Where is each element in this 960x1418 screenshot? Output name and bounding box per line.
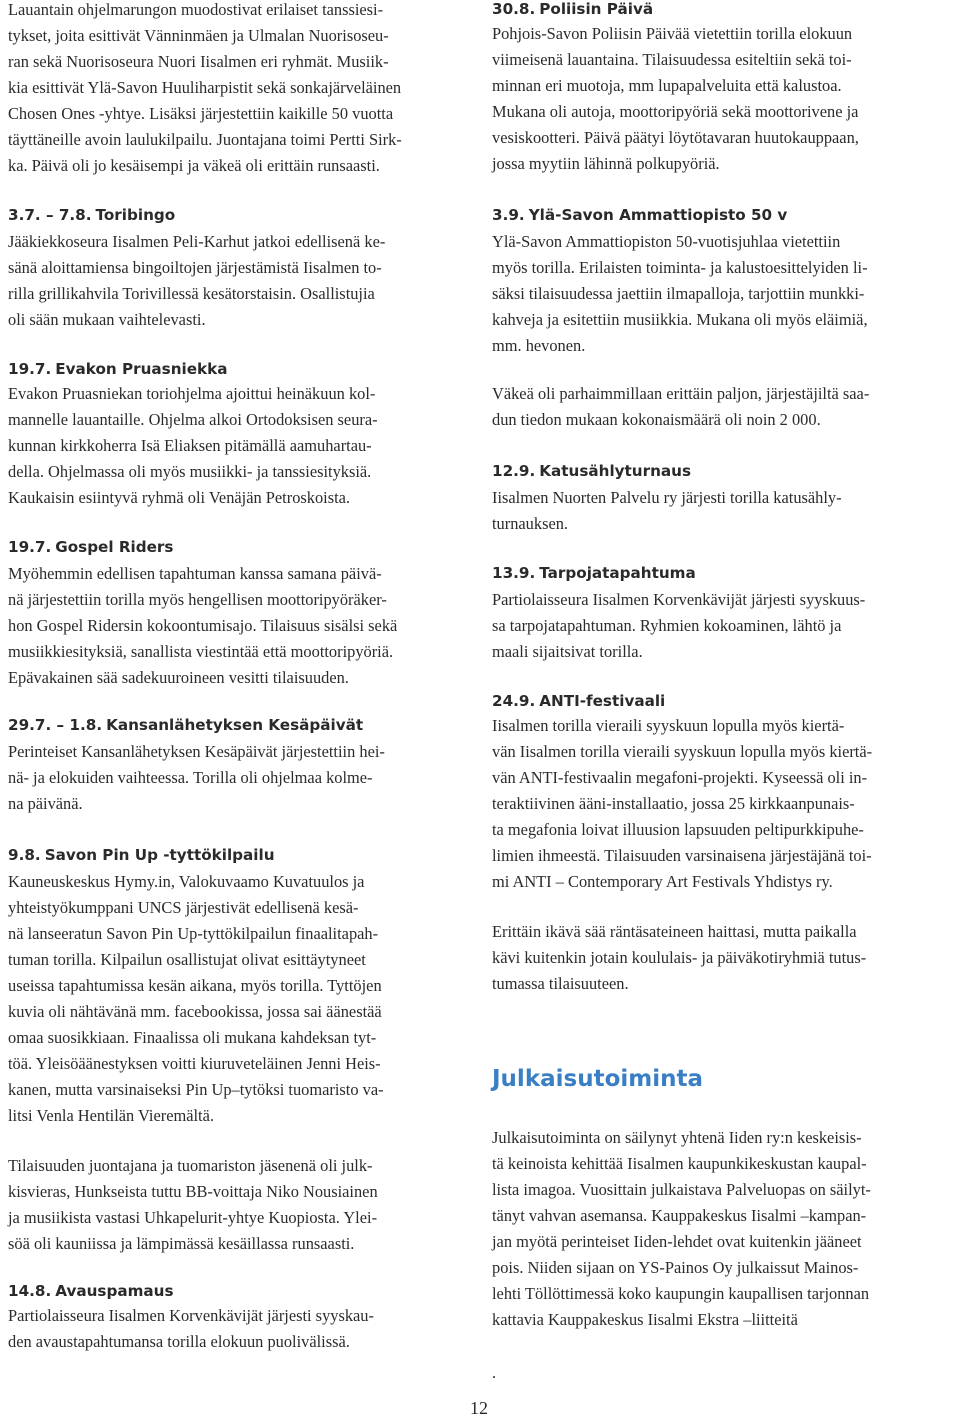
section-title: Kansanlähetyksen Kesäpäivät bbox=[106, 716, 364, 734]
body-line: myös torilla. Erilaisten toiminta- ja kalustoesittelyiden li- bbox=[492, 258, 868, 277]
section-date: 19.7. bbox=[8, 360, 52, 378]
body-line: lehti Töllöttimessä koko kaupungin kaupallisen tarjonnan bbox=[492, 1284, 870, 1303]
body-line: Epävakainen sää sadekuuroineen vesitti tilaisuuden. bbox=[8, 668, 349, 687]
section-date: 19.7. bbox=[8, 538, 52, 556]
body-line: tuman torilla. Kilpailun osallistujat olivat esittäytyneet bbox=[8, 950, 366, 969]
body-line: litsi Venla Hentilän Vieremältä. bbox=[8, 1106, 214, 1125]
body-line: sänä aloittamiensa bingoiltojen järjestämistä Iisalmen to- bbox=[8, 258, 382, 277]
section-title: Avauspamaus bbox=[55, 1282, 174, 1300]
body-line: kisvieras, Hunkseista tuttu BB-voittaja Niko Nousiainen bbox=[8, 1182, 378, 1201]
body-line: Ylä-Savon Ammattiopiston 50-vuotisjuhlaa vietettiin bbox=[492, 232, 841, 251]
body-line: Kauneuskeskus Hymy.in, Valokuvaamo Kuvatuulos ja bbox=[8, 872, 365, 891]
section-title: Poliisin Päivä bbox=[539, 0, 654, 18]
body-line: jossa myytiin lähinnä polkupyöriä. bbox=[492, 154, 720, 173]
body-line: säksi tilaisuudessa jaettiin ilmapalloja, tarjottiin munkki- bbox=[492, 284, 865, 303]
body-line: Julkaisutoiminta on säilynyt yhtenä Iiden ry:n keskeisis- bbox=[492, 1128, 862, 1147]
body-line: limien ihmeestä. Tilaisuuden varsinaisena järjestäjänä toi- bbox=[492, 846, 872, 865]
intro-line: tykset, joita esittivät Vänninmäen ja Ulmalan Nuorisoseu- bbox=[8, 26, 389, 45]
section-date: 3.7. – 7.8. bbox=[8, 206, 92, 224]
intro-line: kia esittivät Ylä-Savon Huuliharpistit sekä sonkajärveläinen bbox=[8, 78, 402, 97]
body-line: turnauksen. bbox=[492, 514, 569, 533]
body-line: Iisalmen torilla vieraili syyskuun lopulla myös kiertä- bbox=[492, 716, 845, 735]
body-line: dun tiedon mukaan kokonaismäärä oli noin 2 000. bbox=[492, 410, 821, 429]
body-line: kunnan kirkkoherra Isä Eliaksen pitämällä aamuhartau- bbox=[8, 436, 372, 455]
body-line: lista imagoa. Vuosittain julkaistava Palveluopas on säilyt- bbox=[492, 1180, 871, 1199]
body-line: ta megafonia loivat illuusion lapsuuden peltipurkkipuhe- bbox=[492, 820, 864, 839]
section-date: 3.9. bbox=[492, 206, 525, 224]
body-line: kanen, mutta varsinaiseksi Pin Up–tytöksi tuomaristo va- bbox=[8, 1080, 384, 1099]
section-heading bbox=[8, 203, 175, 227]
body-line: jan myötä perinteiset Iiden-lehdet ovat kuitenkin jääneet bbox=[492, 1232, 862, 1251]
section-heading bbox=[492, 459, 691, 483]
intro-line: Lauantain ohjelmarungon muodostivat erilaiset tanssiesi- bbox=[8, 0, 384, 19]
body-line: rilla grillikahvila Torivillessä kesätorstaisin. Osallistujia bbox=[8, 284, 375, 303]
body-line: Evakon Pruasniekan toriohjelma ajoittui heinäkuun kol- bbox=[8, 384, 376, 403]
body-line: Mukana oli autoja, moottoripyöriä sekä moottorivene ja bbox=[492, 102, 859, 121]
section-title: Katusählyturnaus bbox=[539, 462, 692, 480]
intro-line: Chosen Ones -yhtye. Lisäksi järjestettiin kaikille 50 vuotta bbox=[8, 104, 394, 123]
body-line: tänyt vahvan asemansa. Kauppakeskus Iisalmi –kampan- bbox=[492, 1206, 867, 1225]
section-date: 29.7. – 1.8. bbox=[8, 716, 103, 734]
body-line: vän Iisalmen torilla vieraili syyskuun lopulla myös kiertä- bbox=[492, 742, 873, 761]
body-line: tä keinoista kehittää Iisalmen kaupunkikeskustan kaupal- bbox=[492, 1154, 867, 1173]
section-title: Savon Pin Up -tyttökilpailu bbox=[44, 846, 275, 864]
body-line: maali sijaitsivat torilla. bbox=[492, 642, 643, 661]
body-line: kattavia Kauppakeskus Iisalmi Ekstra –liitteitä bbox=[492, 1310, 798, 1329]
body-line: Kaukaisin esiintyvä ryhmä oli Venäjän Petroskoista. bbox=[8, 488, 351, 507]
body-line: mannelle lauantaille. Ohjelma alkoi Ortodoksisen seura- bbox=[8, 410, 378, 429]
body-line: kuvia oli nähtävänä mm. facebookissa, jossa sai äänestää bbox=[8, 1002, 382, 1021]
intro-line: täyttäneille avoin laulukilpailu. Juontajana toimi Pertti Sirk- bbox=[8, 130, 402, 149]
section-heading bbox=[492, 561, 696, 585]
section-title: Gospel Riders bbox=[55, 538, 174, 556]
body-line: nä- ja elokuiden vaihteessa. Torilla oli ohjelmaa kolme- bbox=[8, 768, 373, 787]
body-line: töä. Yleisöäänestyksen voitti kiuruveteläinen Jenni Heis- bbox=[8, 1054, 381, 1073]
body-line: Erittäin ikävä sää räntäsateineen haittasi, mutta paikalla bbox=[492, 922, 857, 941]
section-title: Ylä-Savon Ammattiopisto 50 v bbox=[528, 206, 788, 224]
intro-line: ka. Päivä oli jo kesäisempi ja väkeä oli erittäin runsaasti. bbox=[8, 156, 380, 175]
body-line: Iisalmen Nuorten Palvelu ry järjesti torilla katusähly- bbox=[492, 488, 842, 507]
body-line: ja musiikista vastasi Uhkapelurit-yhtye Kuopiosta. Ylei- bbox=[8, 1208, 378, 1227]
section-title: Evakon Pruasniekka bbox=[55, 360, 228, 378]
body-line: Myöhemmin edellisen tapahtuman kanssa samana päivä- bbox=[8, 564, 382, 583]
section-heading bbox=[8, 1279, 174, 1303]
body-line: nä lanseeratun Savon Pin Up-tyttökilpailun finaalitapah- bbox=[8, 924, 379, 943]
body-line: den avaustapahtumansa torilla elokuun puolivälissä. bbox=[8, 1332, 350, 1351]
section-heading bbox=[8, 843, 275, 867]
body-line: yhteistyökumppani UNCS järjestivät edellisenä kesä- bbox=[8, 898, 359, 917]
body-line: Partiolaisseura Iisalmen Korvenkävijät järjesti syyskuus- bbox=[492, 590, 866, 609]
body-line: na päivänä. bbox=[8, 794, 83, 813]
intro-line: ran sekä Nuorisoseura Nuori Iisalmen eri ryhmät. Musiik- bbox=[8, 52, 389, 71]
page-number: 12 bbox=[470, 1398, 488, 1418]
body-line: söä oli kauniissa ja lämpimässä kesäillassa runsaasti. bbox=[8, 1234, 355, 1253]
body-line: minnan eri muotoja, mm lupapalveluita että kalustoa. bbox=[492, 76, 842, 95]
body-line: vesiskootteri. Päivä päätyi löytötavaran huutokauppaan, bbox=[492, 128, 859, 147]
body-line: kävi kuitenkin jotain koululais- ja päiväkotiryhmiä tutus- bbox=[492, 948, 867, 967]
body-line: Tilaisuuden juontajana ja tuomariston jäsenenä oli julk- bbox=[8, 1156, 373, 1175]
body-line: hon Gospel Ridersin kokoontumisajo. Tilaisuus sisälsi sekä bbox=[8, 616, 398, 635]
section-title: ANTI-festivaali bbox=[539, 692, 666, 710]
section-date: 9.8. bbox=[8, 846, 41, 864]
body-line: vän ANTI-festivaalin megafoni-projekti. Kyseessä oli in- bbox=[492, 768, 868, 787]
section-title: Tarpojatapahtuma bbox=[539, 564, 696, 582]
body-line: viimeisenä lauantaina. Tilaisuudessa esiteltiin sekä toi- bbox=[492, 50, 852, 69]
section-date: 30.8. bbox=[492, 0, 536, 18]
body-line: useissa tapahtumissa kesän aikana, myös torilla. Tyttöjen bbox=[8, 976, 382, 995]
trailing-dot: . bbox=[492, 1363, 497, 1382]
section-heading bbox=[8, 713, 363, 737]
section-heading bbox=[492, 203, 787, 227]
section-heading bbox=[8, 357, 228, 381]
section-title: Toribingo bbox=[95, 206, 176, 224]
section-date: 24.9. bbox=[492, 692, 536, 710]
body-line: oli sään mukaan vaihtelevasti. bbox=[8, 310, 206, 329]
body-line: nä järjestettiin torilla myös hengellisen moottoripyöräker- bbox=[8, 590, 387, 609]
section-date: 13.9. bbox=[492, 564, 536, 582]
body-line: Perinteiset Kansanlähetyksen Kesäpäivät järjestettiin hei- bbox=[8, 742, 385, 761]
section-heading bbox=[492, 689, 665, 713]
body-line: kahveja ja esitettiin musiikkia. Mukana oli myös eläimiä, bbox=[492, 310, 868, 329]
body-line: mm. hevonen. bbox=[492, 336, 586, 355]
section-date: 14.8. bbox=[8, 1282, 52, 1300]
section-main-title: Julkaisutoiminta bbox=[492, 1066, 703, 1092]
body-line: tumassa tilaisuuteen. bbox=[492, 974, 629, 993]
section-date: 12.9. bbox=[492, 462, 536, 480]
body-line: teraktiivinen ääni-installaatio, jossa 25 kirkkaanpunais- bbox=[492, 794, 855, 813]
body-line: della. Ohjelmassa oli myös musiikki- ja tanssiesityksiä. bbox=[8, 462, 372, 481]
body-line: Pohjois-Savon Poliisin Päivää vietettiin torilla elokuun bbox=[492, 24, 853, 43]
body-line: pois. Niiden sijaan on YS-Painos Oy julkaissut Mainos- bbox=[492, 1258, 859, 1277]
section-heading bbox=[8, 535, 173, 559]
body-line: Partiolaisseura Iisalmen Korvenkävijät järjesti syyskau- bbox=[8, 1306, 374, 1325]
body-line: sa tarpojatapahtuman. Ryhmien kokoaminen, lähtö ja bbox=[492, 616, 842, 635]
section-heading bbox=[492, 0, 653, 21]
body-line: omaa suosikkiaan. Finaalissa oli mukana kahdeksan tyt- bbox=[8, 1028, 377, 1047]
body-line: Jääkiekkoseura Iisalmen Peli-Karhut jatkoi edellisenä ke- bbox=[8, 232, 386, 251]
body-line: Väkeä oli parhaimmillaan erittäin paljon, järjestäjiltä saa- bbox=[492, 384, 870, 403]
body-line: mi ANTI – Contemporary Art Festivals Yhdistys ry. bbox=[492, 872, 833, 891]
body-line: musiikkiesityksiä, sanallista viestintää että moottoripyöriä. bbox=[8, 642, 394, 661]
